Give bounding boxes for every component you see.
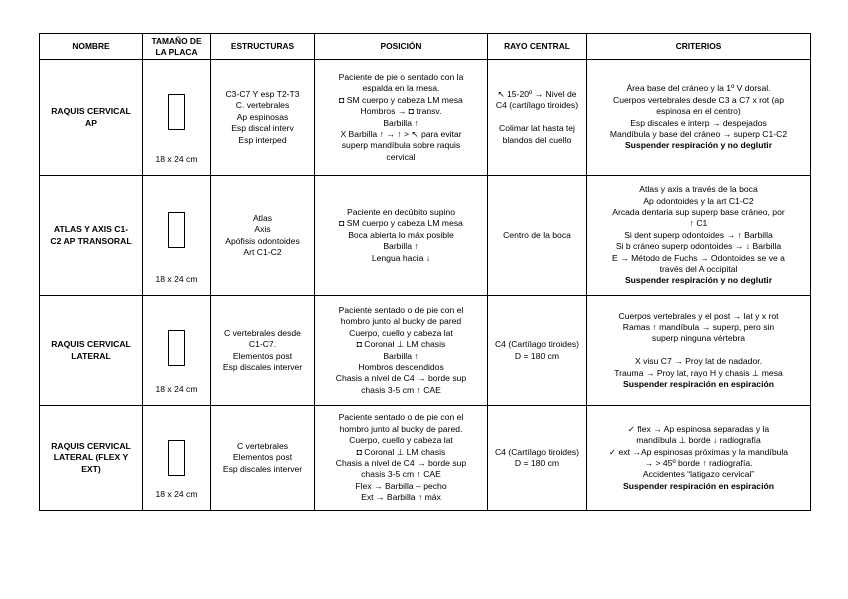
cell-line: Chasis a nivel de C4 → borde sup (335, 373, 467, 384)
plate-icon (168, 212, 185, 248)
cell-line: chasis 3-5 cm ↑ CAE (361, 469, 441, 480)
table-row (40, 406, 811, 511)
cell-rayo (488, 60, 587, 176)
cell-line: Hombros descendidos (358, 361, 444, 372)
cell-line: través del A occipital (659, 264, 738, 275)
cell-nombre (40, 176, 143, 296)
cell-line: Arcada dentaria sup superp base cráneo, por (612, 206, 785, 217)
cell-line: cervical (386, 151, 416, 162)
cell-line: E → Método de Fuchs → Odontoides se ve a (612, 252, 785, 263)
cell-posicion (315, 60, 488, 176)
criterio-note: Suspender respiración y no deglutir (624, 140, 773, 151)
cell-line: Mandíbula y base del cráneo → superp C1-C2 (609, 128, 788, 139)
cell-criterios (587, 406, 811, 511)
cell-line (491, 112, 583, 123)
cell-line: C3-C7 Y esp T2-T3 (225, 88, 300, 99)
cell-line: Barbilla ↑ (383, 350, 419, 361)
header-estructuras: ESTRUCTURAS (211, 34, 315, 60)
cell-line: Si dent superp odontoides → ↑ Barbilla (624, 229, 773, 240)
cell-line: Atlas (252, 212, 273, 223)
cell-line: espinosa en el centro) (656, 106, 741, 117)
cell-line: C vertebrales desde (224, 327, 301, 338)
cell-line: Chasis a nivel de C4 → borde sup (335, 458, 467, 468)
table-row (40, 60, 811, 176)
cell-line: AP (85, 117, 97, 128)
cell-line: LATERAL (FLEX Y (53, 452, 129, 463)
cell-line: C. vertebrales (235, 100, 290, 111)
cell-nombre (40, 406, 143, 511)
cell-line: Esp discales interver (222, 361, 303, 372)
cell-line: mandíbula ⊥ borde ↓ radiografía (636, 435, 761, 446)
cell-posicion (315, 176, 488, 296)
cell-rayo (488, 176, 587, 296)
plate-icon (168, 94, 185, 130)
cell-line: Boca abierta lo máx posible (348, 229, 454, 240)
cell-line: Art C1-C2 (243, 246, 282, 257)
cell-line: Ramas ↑ mandíbula → superp, pero sin (622, 321, 775, 332)
cell-line: Esp discales interver (222, 463, 303, 474)
cell-line: Cuerpos vertebrales desde C3 a C7 x rot (ap (612, 94, 784, 105)
cell-line: C2 AP TRANSORAL (50, 235, 132, 246)
plate-icon (168, 440, 185, 476)
cell-line: chasis 3-5 cm ↑ CAE (361, 384, 441, 395)
cell-placa (143, 176, 211, 296)
cell-line: Flex → Barbilla – pecho (355, 480, 447, 491)
cell-line: ATLAS Y AXIS C1- (53, 224, 129, 235)
cell-line: Colimar lat hasta tej (499, 123, 575, 134)
header-placa (143, 34, 211, 60)
cell-line: ◘ Coronal ⊥ LM chasis (356, 339, 446, 350)
cell-line: ◘ SM cuerpo y cabeza LM mesa (339, 218, 463, 229)
cell-line: Elementos post (232, 350, 293, 361)
cell-line: Si b cráneo superp odontoides → ↓ Barbilla (615, 241, 782, 252)
cell-line: Apófisis odontoides (225, 235, 300, 246)
cell-line: → > 45º borde ↑ radiografía. (644, 458, 753, 468)
cell-line: Ap espinosas (236, 111, 289, 122)
cell-line: Hombros → ◘ transv. (360, 106, 442, 117)
cell-estructuras (211, 60, 315, 176)
cell-line: D = 180 cm (514, 350, 560, 361)
cell-placa (143, 406, 211, 511)
plate-size: 18 x 24 cm (155, 383, 198, 394)
cell-line: X Barbilla ↑ → ↑ > ↖ para evitar (340, 128, 462, 139)
cell-line: C4 (Cartílago tiroides) (494, 339, 580, 350)
cell-line: Centro de la boca (503, 229, 571, 240)
header-nombre: NOMBRE (40, 34, 143, 60)
cell-line: Accidentes “latigazo cervical” (642, 469, 755, 480)
cell-line: hombro junto al bucky de pared (340, 316, 462, 327)
cell-line: Esp interped (238, 134, 287, 145)
cell-rayo (488, 406, 587, 511)
criterio-note: Suspender respiración en espiración (623, 480, 774, 491)
criterio-note: Suspender respiración y no deglutir (624, 275, 773, 286)
plate-size: 18 x 24 cm (155, 153, 198, 164)
cell-line: Barbilla ↑ (383, 241, 419, 252)
cell-line: ✓ flex → Ap espinosa separadas y la (627, 423, 770, 434)
header-rayo: RAYO CENTRAL (488, 34, 587, 60)
cell-line: Barbilla ↑ (383, 117, 419, 128)
header-criterios: CRITERIOS (587, 34, 811, 60)
cell-line: Atlas y axis a través de la boca (639, 184, 758, 195)
cell-line: blandos del cuello (502, 134, 572, 145)
cell-line: D = 180 cm (514, 458, 560, 468)
cell-line: LATERAL (71, 350, 111, 361)
cell-placa (143, 296, 211, 406)
cell-line: RAQUIS CERVICAL (51, 106, 131, 117)
plate-size: 18 x 24 cm (155, 273, 198, 284)
positioning-table (39, 33, 811, 511)
cell-posicion (315, 296, 488, 406)
cell-line: Paciente en decúbito supino (347, 206, 455, 217)
cell-line: Axis (254, 224, 271, 235)
cell-rayo (488, 296, 587, 406)
cell-line: hombro junto al bucky de pared. (339, 423, 463, 434)
cell-line: C4 (cartílago tiroides) (495, 100, 579, 111)
cell-line: EXT) (81, 463, 101, 474)
cell-line: Ap odontoides y la art C1-C2 (643, 195, 754, 206)
cell-nombre (40, 296, 143, 406)
cell-line: Lengua hacia ↓ (371, 252, 431, 263)
cell-criterios (587, 176, 811, 296)
cell-criterios (587, 296, 811, 406)
cell-line: ✓ ext →Ap espinosas próximas y la mandíbula (608, 446, 789, 457)
cell-line: C4 (Cartílago tiroides) (494, 446, 580, 457)
cell-criterios (587, 60, 811, 176)
cell-nombre (40, 60, 143, 176)
cell-line: C1-C7. (248, 339, 277, 350)
cell-line: Ext → Barbilla ↑ máx (361, 492, 441, 503)
cell-line: Área base del cráneo y la 1º V dorsal. (626, 83, 771, 94)
cell-line: ↖ 15-20º → Nivel de (497, 88, 577, 99)
cell-line: Cuerpos vertebrales y el post → lat y x rot (618, 310, 779, 321)
cell-line: Paciente de pie o sentado con la (338, 71, 464, 82)
cell-line: Trauma → Proy lat, rayo H y chasis ⊥ mesa (614, 367, 783, 378)
header-placa-line1: TAMAÑO DE (151, 36, 202, 46)
cell-line: X visu C7 → Proy lat de nadador. (634, 356, 763, 367)
table-row (40, 176, 811, 296)
plate-size: 18 x 24 cm (155, 488, 198, 499)
cell-line: ◘ Coronal ⊥ LM chasis (356, 446, 446, 457)
table-row (40, 296, 811, 406)
cell-placa (143, 60, 211, 176)
cell-estructuras (211, 406, 315, 511)
cell-line: C vertebrales (236, 440, 289, 451)
cell-posicion (315, 406, 488, 511)
cell-line: superp ninguna vértebra (651, 333, 746, 344)
cell-line: Paciente sentado o de pie con el (338, 304, 464, 315)
cell-estructuras (211, 176, 315, 296)
cell-line: RAQUIS CERVICAL (51, 440, 131, 451)
cell-line: ◘ SM cuerpo y cabeza LM mesa (339, 94, 463, 105)
cell-line: Cuerpo, cuello y cabeza lat (349, 327, 453, 338)
cell-line: Esp discal interv (231, 123, 294, 134)
criterio-note: Suspender respiración en espiración (623, 379, 774, 390)
cell-line: Esp discales e interp → despejados (630, 117, 767, 128)
plate-icon (168, 330, 185, 366)
cell-line: Cuerpo, cuello y cabeza lat (349, 435, 453, 446)
cell-line: Elementos post (232, 452, 293, 463)
cell-line (590, 345, 807, 356)
header-placa-line2: LA PLACA (155, 46, 198, 57)
cell-line: RAQUIS CERVICAL (51, 339, 131, 350)
cell-line: ↑ C1 (689, 218, 708, 229)
header-posicion: POSICIÓN (315, 34, 488, 60)
cell-line: Paciente sentado o de pie con el (338, 412, 464, 423)
cell-estructuras (211, 296, 315, 406)
cell-line: espalda en la mesa. (362, 83, 440, 94)
cell-line: superp mandíbula sobre raquis (341, 140, 461, 151)
header-row (40, 34, 811, 60)
